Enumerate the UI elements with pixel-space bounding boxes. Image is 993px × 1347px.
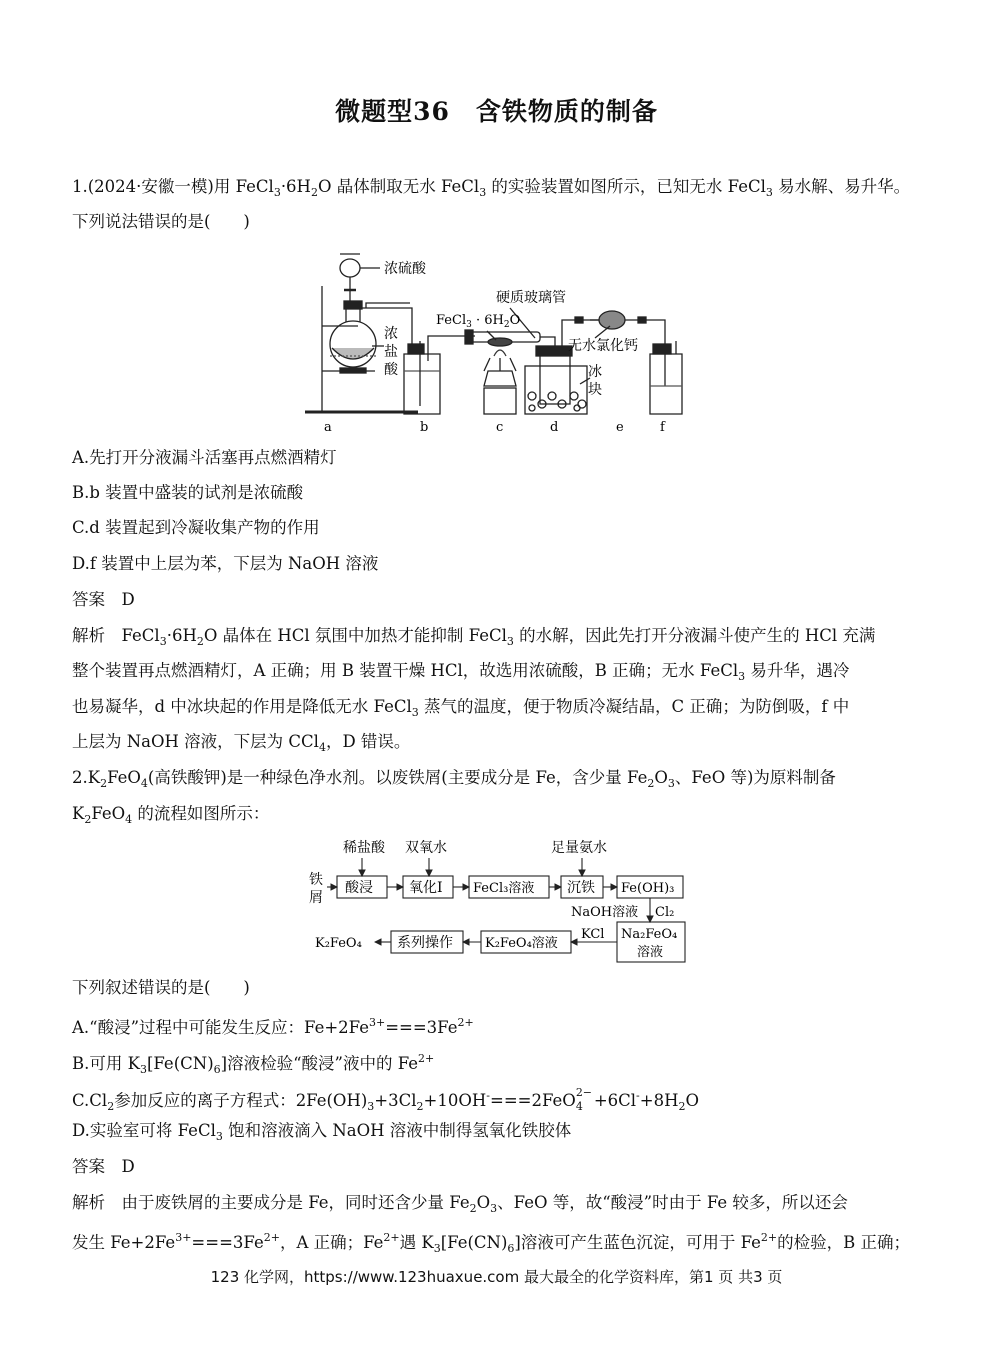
label-anhydrous-cacl2: 无水氯化钙 [568,338,638,354]
q2-option-c: $C.Cl_2$参加反应的离子方程式：$2Fe(OH)_3+3Cl_2+10OH^-===2FeO$ 2− 4 $+6Cl^-+8H_2O$ [72,1086,700,1113]
letter-a: a [324,420,332,435]
label-conc-hcl-2: 盐 [384,344,398,360]
step-precipitate-iron: 沉铁 [567,880,595,896]
process-flow-chart [305,832,695,967]
reagent-h2o2: 双氧水 [405,840,447,856]
q2-explanation-line1: 解析 由于废铁屑的主要成分是 Fe，同时还含少量 $Fe_2O_3$、FeO 等，故“酸浸”时由于 Fe 较多，所以还会 [72,1193,848,1215]
q1-option-b: B.b 装置中盛装的试剂是浓硫酸 [72,483,304,502]
scrap-iron-2: 屑 [309,890,323,906]
step-na2feo4-2: 溶液 [637,945,664,960]
product-k2feo4: K₂FeO₄ [315,936,362,951]
label-conc-hcl-1: 浓 [384,326,398,342]
apparatus-figure [300,246,700,436]
q1-explanation-line1: 解析 $FeCl_3\cdot 6H_2O$ 晶体在 HCl 氛围中加热才能抑制 FeCl$_3$ 的水解，因此先打开分液漏斗使产生的 HCl 充满 [72,626,876,648]
step-acid-leach: 酸浸 [345,880,373,896]
label-kcl: KCl [581,927,605,942]
q1-option-a: A.先打开分液漏斗活塞再点燃酒精灯 [72,448,337,467]
q1-stem-line1 [72,176,910,204]
page-title: 微题型36 含铁物质的制备 [335,97,658,126]
text: O 晶体制取无水 FeCl [317,177,480,196]
text: 的实验装置如图所示，已知无水 FeCl [486,177,766,196]
page-footer: 123 化学网，https://www.123huaxue.com 最大最全的化学资料库，第1 页 共3 页 [210,1268,783,1286]
step-oxidation: 氧化Ⅰ [409,880,443,896]
label-reagent: FeCl$_3$ · $6H_2O$ [436,313,521,330]
q2-option-d: D.实验室可将 FeCl$_3$ 饱和溶液滴入 NaOH 溶液中制得氢氧化铁胶体 [72,1121,572,1143]
letter-f: f [660,420,665,435]
subscript: 2 [310,186,318,199]
reagent-dilute-hcl: 稀盐酸 [343,840,385,856]
q2-option-b: B.可用 $K_3[Fe(CN)_6]$溶液检验“酸浸”液中的 $Fe^{2+}$ [72,1052,435,1076]
letter-b: b [420,420,429,435]
scrap-iron-1: 铁 [309,872,323,888]
q2-stem: 下列叙述错误的是( ) [72,978,250,997]
label-cl2: Cl₂ [655,905,675,920]
q1-explanation-line4: 上层为 NaOH 溶液，下层为 CCl$_4$，D 错误。 [72,732,411,754]
label-hard-glass-tube: 硬质玻璃管 [496,290,566,306]
step-na2feo4-1: Na₂FeO₄ [621,927,678,942]
label-ice-2: 块 [588,382,602,398]
label-conc-sulfuric-acid: 浓硫酸 [384,261,426,277]
text: 易水解、易升华。 [772,177,911,196]
text: 1.(2024·安徽一模)用 FeCl [72,177,274,196]
step-fecl3-solution: FeCl₃溶液 [473,881,535,896]
q2-explanation-line2: 发生 $Fe+2Fe^{3+}===3Fe^{2+}$，A 正确；$Fe^{2+}$遇 $K_3[Fe(CN)_6]$溶液可产生蓝色沉淀，可用于 $Fe^{2+}$的检验，B 正确； [72,1231,910,1255]
label-naoh-solution: NaOH溶液 [571,905,639,920]
label-ice-1: 冰 [588,364,602,380]
letter-d: d [550,420,559,435]
letter-e: e [616,420,624,435]
q2-answer: 答案 D [72,1157,135,1176]
subscript: 3 [765,186,773,199]
label-conc-hcl-3: 酸 [384,362,398,378]
q1-option-c: C.d 装置起到冷凝收集产物的作用 [72,518,320,537]
q1-stem-line2: 下列说法错误的是( ) [72,212,250,231]
q1-explanation-line3: 也易凝华，d 中冰块起的作用是降低无水 FeCl$_3$ 蒸气的温度，便于物质冷凝结晶，C 正确；为防倒吸，f 中 [72,697,850,719]
step-k2feo4-solution: K₂FeO₄溶液 [485,936,558,951]
letter-c: c [496,420,504,435]
text: ·6H [280,177,311,196]
q2-stem-line2: $K_2FeO_4$ 的流程如图所示： [72,804,270,826]
q1-option-d: D.f 装置中上层为苯，下层为 NaOH 溶液 [72,554,379,573]
q2-option-a: A.“酸浸”过程中可能发生反应：$Fe+2Fe^{3+}===3Fe^{2+}$ [72,1016,474,1037]
subscript: 3 [479,186,487,199]
step-feoh3: Fe(OH)₃ [621,881,675,896]
q1-answer: 答案 D [72,590,135,609]
step-series-operations: 系列操作 [397,935,453,951]
subscript: 3 [273,186,281,199]
reagent-ammonia: 足量氨水 [551,840,607,856]
q2-stem-line1: $2.K_2FeO_4$(高铁酸钾)是一种绿色净水剂。以废铁屑(主要成分是 Fe，含少量 $Fe_2O_3$、FeO 等)为原料制备 [72,768,836,790]
q1-explanation-line2: 整个装置再点燃酒精灯，A 正确；用 B 装置干燥 HCl，故选用浓硫酸，B 正确；无水 FeCl$_3$ 易升华，遇冷 [72,661,850,683]
